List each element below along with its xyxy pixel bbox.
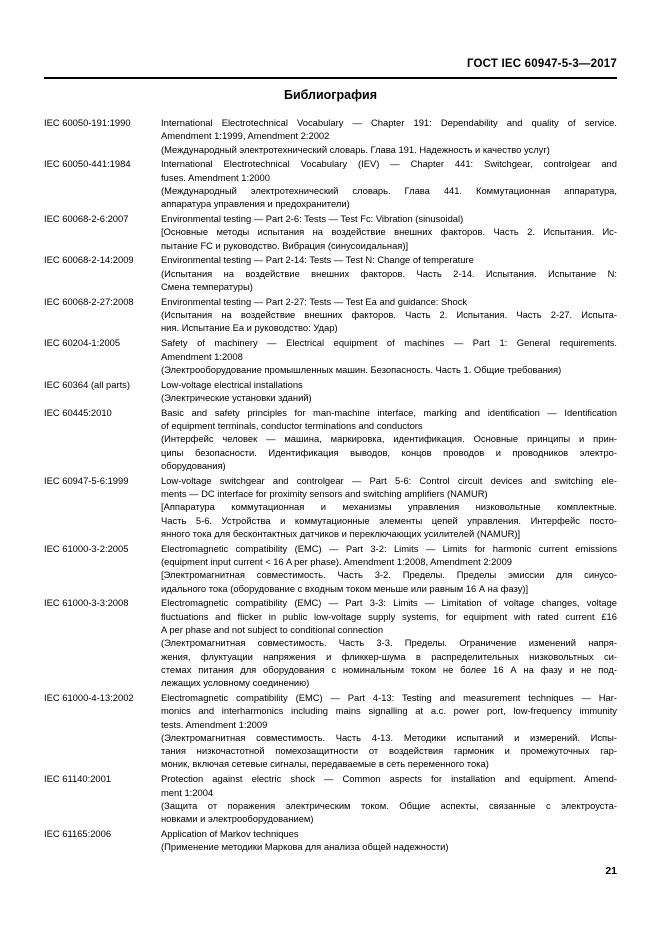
entry-line: Environmental testing — Part 2-14: Tests — Test N: Change of temperature: [161, 254, 474, 266]
entry-line: Application of Markov techniques: [161, 827, 299, 839]
entry-line: Low-voltage switchgear and controlgear — Part 5-6: Control circuit devices and switching ele-: [161, 474, 617, 486]
entry-line: идального тока (оборудование с входным током меньше или равным 16 А на фазу)]: [161, 582, 529, 594]
entry-identifier: IEC 61000-3-2:2005: [44, 542, 129, 554]
entry-identifier: IEC 60445:2010: [44, 406, 112, 418]
entry-line: оборудования): [161, 459, 226, 471]
entry-line: International Electrotechnical Vocabulary (IEV) — Chapter 441: Switchgear, controlgear and: [161, 158, 617, 170]
bibliography-entry: [44, 336, 617, 376]
entry-line: (Интерфейс человек — машина, маркировка, идентификация. Основные принципы и прин-: [161, 433, 617, 445]
bibliography-entry: [44, 691, 617, 771]
entry-text: [161, 157, 617, 210]
entry-identifier: IEC 60068-2-6:2007: [44, 213, 129, 225]
entry-text: [161, 378, 617, 405]
entry-line: (Электромагнитная совместимость. Часть 3-3. Пределы. Ограничение изменений напря-: [161, 637, 617, 649]
entry-line: (Электрические установки зданий): [161, 391, 312, 403]
entry-line: tests. Amendment 1:2009: [161, 718, 268, 730]
entry-line: (Электрооборудование промышленных машин. Безопасность. Часть 1. Общие требования): [161, 363, 562, 375]
entry-line: (Применение методики Маркова для анализа общей надежности): [161, 841, 449, 853]
bibliography-entry: [44, 295, 617, 335]
page-title: Библиография: [283, 88, 378, 102]
entry-identifier: IEC 60068-2-27:2008: [44, 295, 134, 307]
entry-identifier: IEC 61165:2006: [44, 827, 112, 839]
entry-line: Смена температуры): [161, 281, 253, 293]
page-number: 21: [605, 865, 617, 877]
entry-text: [161, 295, 617, 335]
entry-line: Electromagnetic compatibility (EMC) — Part 3-3: Limits — Limitation of voltage changes, voltage: [161, 597, 617, 609]
bibliography-entry: [44, 378, 617, 405]
entry-line: Safety of machinery — Electrical equipment of machines — Part 1: General requirements.: [161, 337, 617, 349]
standard-reference: ГОСТ IEC 60947-5-3—2017: [466, 58, 617, 70]
entry-line: ment 1:2004: [161, 786, 214, 798]
entry-line: monics and interharmonics including mains signalling at a.c. power port, low-frequency immunity: [161, 705, 617, 717]
entry-identifier: IEC 60068-2-14:2009: [44, 254, 134, 266]
bibliography-entry: [44, 253, 617, 293]
entry-identifier: IEC 61140:2001: [44, 773, 112, 785]
entry-line: Basic and safety principles for man-machine interface, marking and identification — Identification: [161, 406, 617, 418]
entry-line: fluctuations and flicker in public low-voltage supply systems, for equipment with rated current £16: [161, 610, 617, 622]
entry-text: [161, 596, 617, 689]
entry-line: пытание FC и руководство. Вибрация (синусоидальная)]: [161, 239, 409, 251]
entry-identifier: IEC 61000-4-13:2002: [44, 691, 134, 703]
entry-line: A per phase and not subject to conditional connection: [161, 623, 384, 635]
entry-line: стемах питания для оборудования с номинальным током не более 16 А на фазу и не под-: [161, 663, 617, 675]
entry-line: (Электромагнитная совместимость. Часть 4-13. Методики испытаний и измерений. Испы-: [161, 731, 617, 743]
entry-text: [161, 827, 617, 854]
entry-line: [Аппаратура коммутационная и механизмы управления низковольтные комплектные.: [161, 501, 617, 513]
entry-identifier: IEC 60947-5-6:1999: [44, 474, 129, 486]
entry-line: новками и электрооборудованием): [161, 813, 314, 825]
entry-text: [161, 406, 617, 472]
entry-line: Electromagnetic compatibility (EMC) — Part 4-13: Testing and measurement techniques — Har-: [161, 691, 617, 703]
bibliography-entry: [44, 542, 617, 595]
entry-line: ния. Испытание Ea и руководство: Удар): [161, 322, 338, 334]
entry-line: [Основные методы испытания на воздействие внешних факторов. Часть 2. Испытания. Ис-: [161, 226, 617, 238]
entry-line: Electromagnetic compatibility (EMC) — Part 3-2: Limits — Limits for harmonic current emissions: [161, 542, 617, 554]
bibliography-entry: [44, 157, 617, 210]
entry-text: [161, 474, 617, 540]
entry-line: (Испытания на воздействие внешних факторов. Часть 2-14. Испытания. Испытание N:: [161, 267, 617, 279]
entry-text: [161, 542, 617, 595]
bibliography-entry: [44, 406, 617, 472]
entry-identifier: IEC 60050-191:1990: [44, 117, 131, 128]
entry-identifier: IEC 60364 (all parts): [44, 378, 130, 390]
entry-line: fuses. Amendment 1:2000: [161, 171, 270, 183]
bibliography-entry: [44, 116, 617, 156]
header-divider: [44, 77, 617, 79]
entry-text: [161, 336, 617, 376]
entry-line: Environmental testing — Part 2-6: Tests — Test Fc: Vibration (sinusoidal): [161, 213, 464, 225]
entry-identifier: IEC 60204-1:2005: [44, 337, 121, 349]
entry-line: Amendment 1:2008: [161, 350, 243, 362]
entry-line: янного тока для бесконтактных датчиков и переключающих усилителей (NAMUR)]: [161, 527, 521, 539]
bibliography-entry: [44, 772, 617, 825]
entry-line: [Электромагнитная совместимость. Часть 3-2. Пределы. Пределы эмиссии для синусо-: [161, 569, 617, 581]
bibliography-entry: [44, 212, 617, 252]
entry-identifier: IEC 61000-3-3:2008: [44, 597, 129, 609]
entry-text: [161, 772, 617, 825]
entry-line: International Electrotechnical Vocabulary — Chapter 191: Dependability and quality of service.: [161, 117, 617, 128]
entry-text: [161, 691, 617, 771]
bibliography-list: [44, 116, 617, 855]
entry-line: ципы безопасности. Идентификация выводов, концов проводов и проводников электро-: [161, 446, 617, 458]
bibliography-entry: [44, 827, 617, 854]
entry-line: жения, флуктуации напряжения и фликкер-шума в распределительных низковольтных си-: [161, 650, 617, 662]
entry-line: моник, включая сетевые сигналы, передаваемые в сеть переменного тока): [161, 758, 489, 770]
entry-text: [161, 253, 617, 293]
entry-line: (equipment input current < 16 A per phase). Amendment 1:2008, Amendment 2:2009: [161, 556, 513, 567]
entry-line: of equipment terminals, conductor terminations and conductors: [161, 420, 423, 432]
entry-line: Environmental testing — Part 2-27: Tests — Test Ea and guidance: Shock: [161, 295, 468, 307]
entry-line: (Международный электротехнический словарь. Глава 441. Коммутационная аппаратура,: [161, 184, 617, 196]
entry-line: тания низкочастотной помехозащитности от воздействия гармоник и промежуточных гар-: [161, 745, 617, 757]
entry-line: ments — DC interface for proximity sensors and switching amplifiers (NAMUR): [161, 488, 488, 500]
entry-text: [161, 212, 617, 252]
entry-line: (Международный электротехнический словарь. Глава 191. Надежность и качество услуг): [161, 143, 550, 155]
entry-text: [161, 116, 617, 156]
bibliography-entry: [44, 596, 617, 689]
entry-line: (Испытания на воздействие внешних факторов. Часть 2. Испытания. Часть 2-27. Испыта-: [161, 309, 617, 321]
entry-line: Low-voltage electrical installations: [161, 378, 303, 390]
bibliography-entry: [44, 474, 617, 540]
entry-line: Protection against electric shock — Common aspects for installation and equipment. Amend-: [161, 773, 617, 785]
page-header: [467, 58, 617, 70]
entry-line: Amendment 1:1999, Amendment 2:2002: [161, 130, 330, 142]
entry-line: лежащих условному соединению): [161, 677, 310, 689]
entry-identifier: IEC 60050-441:1984: [44, 158, 131, 170]
entry-line: Часть 5-6. Устройства и коммутационные элементы цепей управления. Интерфейс посто-: [161, 514, 617, 526]
entry-line: (Защита от поражения электрическим током. Общие аспекты, связанные с электроуста-: [161, 799, 617, 811]
entry-line: аппаратура управления и предохранители): [161, 198, 350, 210]
